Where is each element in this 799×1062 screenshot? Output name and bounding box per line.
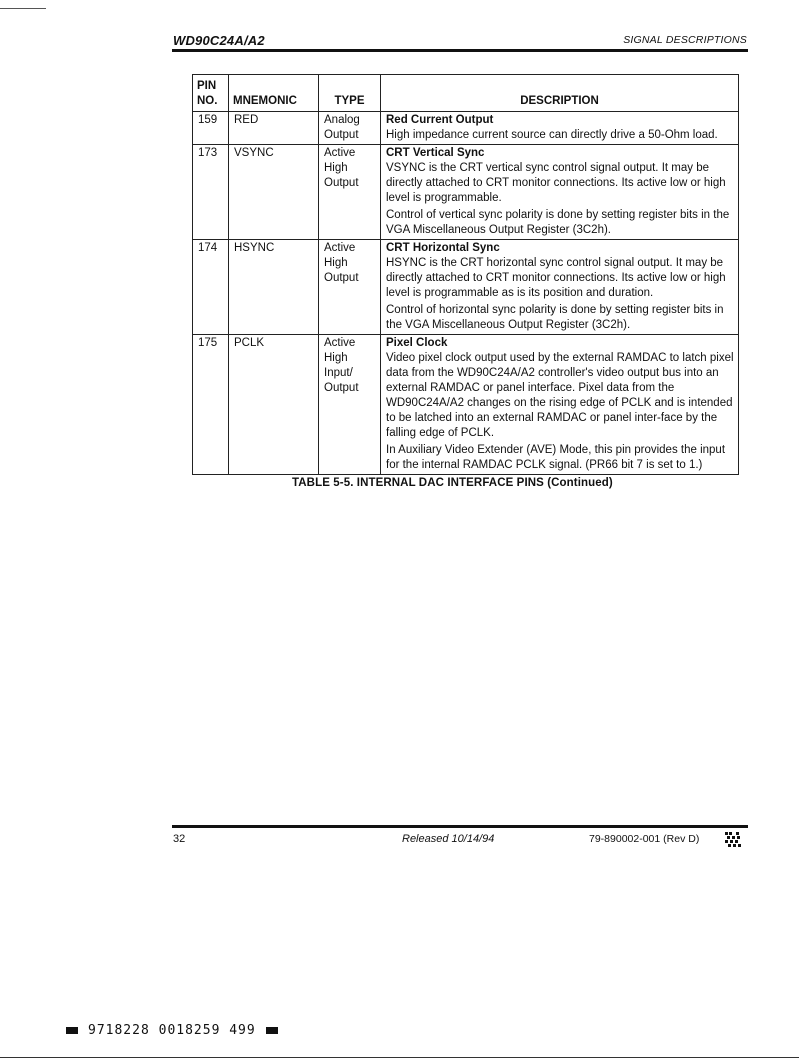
barcode-block-left bbox=[66, 1027, 78, 1034]
type-cell: Active High Input/ Output bbox=[319, 335, 381, 475]
mnemonic-cell: PCLK bbox=[229, 335, 319, 475]
pin-number-cell: 159 bbox=[193, 112, 229, 145]
col-header-mnemonic: MNEMONIC bbox=[229, 75, 319, 112]
description-cell bbox=[381, 240, 739, 335]
mnemonic-cell: HSYNC bbox=[229, 240, 319, 335]
description-paragraph: High impedance current source can directly drive a 50-Ohm load. bbox=[386, 129, 718, 141]
description-paragraph: Video pixel clock output used by the external RAMDAC to latch pixel data from the WD90C24A/A2 controller's video output bus into an external RAMDAC or panel interface. Pixel data from the WD90C24A/A2 changes on the rising edge of PCLK and is intended to be latched into an external RAMDAC or panel inter-face by the falling edge of PCLK. bbox=[386, 352, 734, 439]
table-body bbox=[193, 112, 739, 475]
col-header-description: DESCRIPTION bbox=[381, 75, 739, 112]
description-cell bbox=[381, 335, 739, 475]
description-paragraph: In Auxiliary Video Extender (AVE) Mode, this pin provides the input for the internal RAMDAC PCLK signal. (PR66 bit 7 is set to 1.) bbox=[386, 444, 726, 471]
type-cell: Active High Output bbox=[319, 145, 381, 240]
pin-number-cell: 174 bbox=[193, 240, 229, 335]
page-number: 32 bbox=[173, 833, 186, 845]
scan-artifact-line-bottom bbox=[0, 1057, 799, 1058]
col-header-type: TYPE bbox=[319, 75, 381, 112]
description-title: CRT Vertical Sync bbox=[386, 147, 485, 159]
table-row bbox=[193, 112, 739, 145]
description-paragraph: HSYNC is the CRT horizontal sync control signal output. It may be directly attached to CRT monitor connections. Its active low or high level is programmable as is its position and duration. bbox=[386, 257, 726, 299]
scan-artifact-line bbox=[0, 8, 46, 9]
description-cell bbox=[381, 145, 739, 240]
pin-number-cell: 173 bbox=[193, 145, 229, 240]
col-header-pin-line1: PIN bbox=[197, 80, 217, 92]
scan-barcode bbox=[66, 1023, 278, 1038]
type-cell: Analog Output bbox=[319, 112, 381, 145]
table-row bbox=[193, 240, 739, 335]
table-row bbox=[193, 335, 739, 475]
barcode-block-right bbox=[266, 1027, 278, 1034]
mnemonic-cell: RED bbox=[229, 112, 319, 145]
running-header-section: SIGNAL DESCRIPTIONS bbox=[623, 34, 747, 46]
footer-rule bbox=[172, 825, 748, 828]
col-header-pin-line2: NO. bbox=[197, 95, 218, 107]
description-title: Red Current Output bbox=[386, 114, 494, 126]
description-paragraph: Control of vertical sync polarity is done by setting register bits in the VGA Miscellaneous Output Register (3C2h). bbox=[386, 209, 730, 236]
description-paragraph: VSYNC is the CRT vertical sync control signal output. It may be directly attached to CRT monitor connections. Its active low or high level is programmable. bbox=[386, 162, 726, 204]
col-header-pin bbox=[193, 75, 229, 112]
pin-table bbox=[192, 74, 739, 475]
description-paragraph: Control of horizontal sync polarity is done by setting register bits in the VGA Miscellaneous Output Register (3C2h). bbox=[386, 304, 724, 331]
barcode-text: 9718228 0018259 499 bbox=[88, 1023, 256, 1038]
description-cell bbox=[381, 112, 739, 145]
description-title: CRT Horizontal Sync bbox=[386, 242, 500, 254]
running-header-chip: WD90C24A/A2 bbox=[173, 33, 265, 48]
type-cell: Active High Output bbox=[319, 240, 381, 335]
header-rule bbox=[172, 49, 748, 52]
release-date: Released 10/14/94 bbox=[402, 833, 495, 845]
description-title: Pixel Clock bbox=[386, 337, 448, 349]
mnemonic-cell: VSYNC bbox=[229, 145, 319, 240]
table-header-row bbox=[193, 75, 739, 112]
table-row bbox=[193, 145, 739, 240]
wd-logo-icon bbox=[725, 832, 741, 848]
document-number: 79-890002-001 (Rev D) bbox=[589, 833, 700, 845]
pin-number-cell: 175 bbox=[193, 335, 229, 475]
table-caption: TABLE 5-5. INTERNAL DAC INTERFACE PINS (Continued) bbox=[292, 477, 613, 489]
